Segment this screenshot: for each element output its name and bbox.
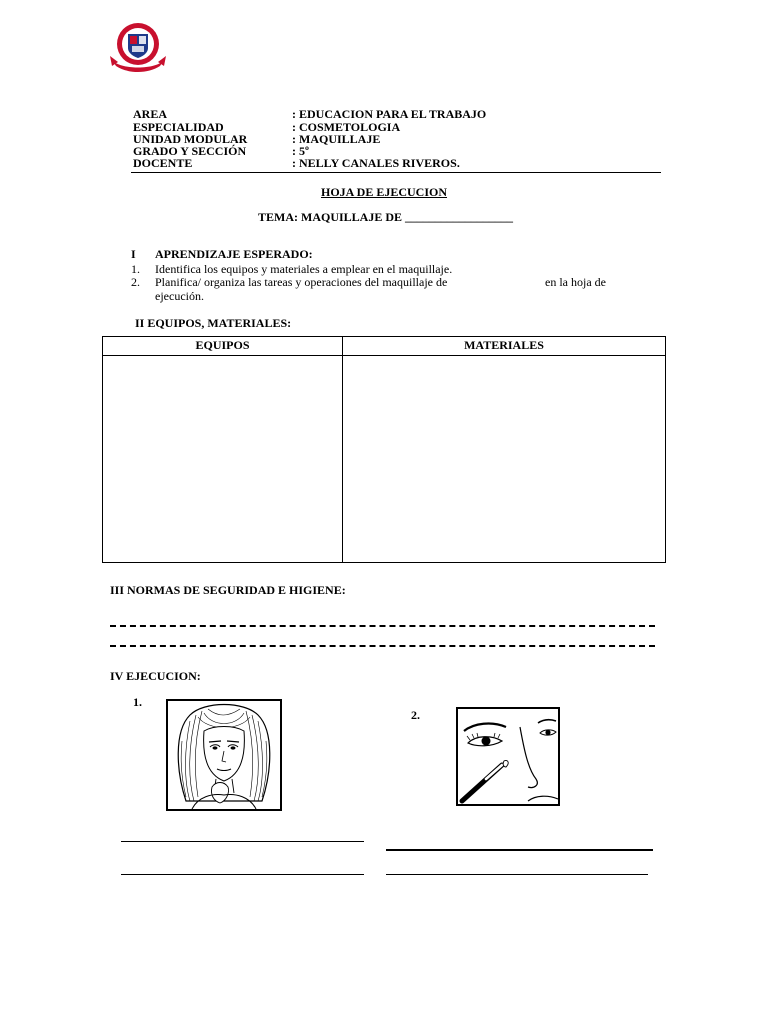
- header-label: UNIDAD MODULAR: [133, 132, 248, 146]
- column-header-equipos: EQUIPOS: [195, 338, 250, 352]
- list-item-text-cont: ejecución.: [155, 289, 204, 303]
- header-value: : EDUCACION PARA EL TRABAJO: [292, 107, 487, 121]
- header-label: AREA: [133, 107, 168, 121]
- eye-makeup-illustration-icon: [456, 707, 560, 806]
- list-item-number: 2.: [131, 275, 140, 289]
- figure-2-number: 2.: [411, 708, 420, 722]
- header-value: : COSMETOLOGIA: [292, 120, 401, 134]
- header-label: ESPECIALIDAD: [133, 120, 224, 134]
- list-item-text: Planifica/ organiza las tareas y operaciones del maquillaje de: [155, 275, 448, 289]
- section-1-number: I: [131, 247, 136, 261]
- figure-1-number: 1.: [133, 695, 142, 709]
- header-value: : 5º: [292, 144, 309, 158]
- answer-line: [386, 874, 648, 875]
- column-divider: [342, 337, 343, 562]
- topic-line: TEMA: MAQUILLAJE DE __________________: [258, 210, 514, 224]
- section-2-title: II EQUIPOS, MATERIALES:: [135, 316, 292, 330]
- header-divider: [131, 172, 661, 173]
- page-title: HOJA DE EJECUCION: [320, 185, 448, 199]
- answer-dashed-line: [110, 645, 655, 647]
- section-4-title: IV EJECUCION:: [110, 669, 201, 683]
- header-value: : NELLY CANALES RIVEROS.: [292, 156, 460, 170]
- school-logo: [108, 18, 168, 74]
- list-item-number: 1.: [131, 262, 140, 276]
- answer-line: [386, 849, 653, 851]
- answer-line: [121, 874, 364, 875]
- list-item-text: Identifica los equipos y materiales a emplear en el maquillaje.: [155, 262, 453, 276]
- section-3-title: III NORMAS DE SEGURIDAD E HIGIENE:: [110, 583, 346, 597]
- answer-dashed-line: [110, 625, 655, 627]
- header-rule: [103, 355, 665, 356]
- answer-line: [121, 841, 364, 842]
- list-item-text-end: en la hoja de: [545, 275, 606, 289]
- column-header-materiales: MATERIALES: [464, 338, 544, 352]
- header-label: DOCENTE: [133, 156, 193, 170]
- header-value: : MAQUILLAJE: [292, 132, 381, 146]
- section-1-title: APRENDIZAJE ESPERADO:: [155, 247, 313, 261]
- header-label: GRADO Y SECCIÓN: [133, 144, 247, 158]
- woman-face-illustration-icon: [166, 699, 282, 811]
- equipment-table: [102, 336, 666, 563]
